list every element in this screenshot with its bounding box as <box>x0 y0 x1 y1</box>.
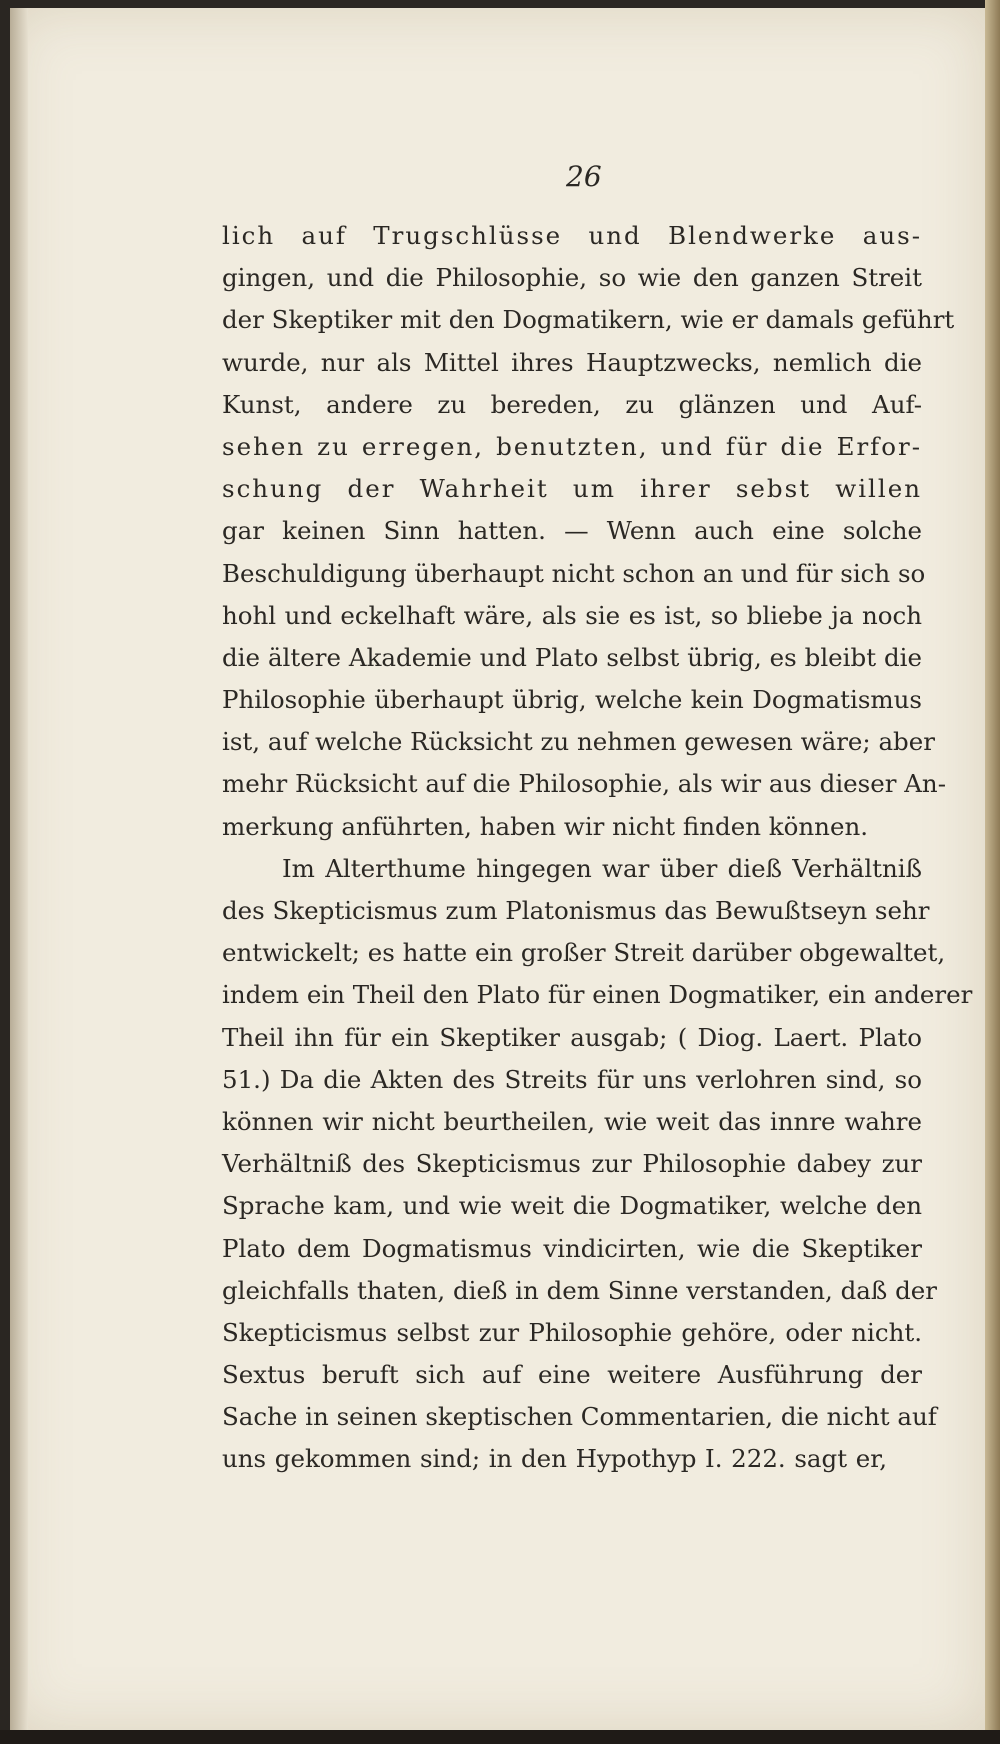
text-line: hohl und eckelhaft wäre, als sie es ist, so bliebe ja noch <box>222 600 922 630</box>
page-number: 26 <box>566 160 602 193</box>
text-line: Skepticismus selbst zur Philosophie gehöre, oder nicht. <box>222 1317 922 1347</box>
text-line: sehen zu erregen, benutzten, und für die Erfor- <box>222 431 922 461</box>
text-line: Plato dem Dogmatismus vindicirten, wie die Skeptiker <box>222 1233 922 1263</box>
page-edge <box>985 0 1000 1744</box>
text-line: der Skeptiker mit den Dogmatikern, wie er damals geführt <box>222 305 955 335</box>
text-line: Beschuldigung überhaupt nicht schon an und für sich so <box>222 558 926 588</box>
text-line: mehr Rücksicht auf die Philosophie, als wir aus dieser An- <box>222 769 946 799</box>
paragraph-first-line: Im Alterthume hingegen war über dieß Verhältniß <box>282 853 922 883</box>
text-line: Verhältniß des Skepticismus zur Philosophie dabey zur <box>222 1149 922 1179</box>
text-line: lich auf Trugschlüsse und Blendwerke aus- <box>222 221 922 250</box>
text-line: ist, auf welche Rücksicht zu nehmen gewesen wäre; aber <box>222 727 935 757</box>
body-text <box>222 215 973 1481</box>
text-line: können wir nicht beurtheilen, wie weit das innre wahre <box>222 1106 922 1136</box>
bottom-shadow <box>0 1730 1000 1744</box>
text-line: entwickelt; es hatte ein großer Streit darüber obgewaltet, <box>222 938 946 968</box>
binding-gutter <box>10 8 28 1730</box>
text-line: uns gekommen sind; in den Hypothyp I. 222. sagt er, <box>222 1444 887 1474</box>
text-line: gar keinen Sinn hatten. — Wenn auch eine solche <box>222 516 922 546</box>
text-line: merkung anführten, haben wir nicht finden können. <box>222 811 869 841</box>
text-line: wurde, nur als Mittel ihres Hauptzwecks, nemlich die <box>222 347 922 377</box>
text-line: Theil ihn für ein Skeptiker ausgab; ( Diog. Laert. Plato <box>222 1022 922 1052</box>
text-line: indem ein Theil den Plato für einen Dogmatiker, ein anderer <box>222 980 973 1010</box>
text-line: schung der Wahrheit um ihrer sebst willen <box>222 474 922 504</box>
text-line: die ältere Akademie und Plato selbst übrig, es bleibt die <box>222 642 922 672</box>
text-line: gingen, und die Philosophie, so wie den ganzen Streit <box>222 263 922 293</box>
text-line: Sprache kam, und wie weit die Dogmatiker, welche den <box>222 1191 922 1221</box>
text-line: Philosophie überhaupt übrig, welche kein Dogmatismus <box>222 685 922 715</box>
text-line: Sache in seinen skeptischen Commentarien, die nicht auf <box>222 1402 937 1432</box>
text-line: gleichfalls thaten, dieß in dem Sinne verstanden, daß der <box>222 1275 937 1305</box>
text-line: des Skepticismus zum Platonismus das Bewußtseyn sehr <box>222 896 930 925</box>
text-line: 51.) Da die Akten des Streits für uns verlohren sind, so <box>222 1064 922 1094</box>
text-line: Kunst, andere zu bereden, zu glänzen und Auf- <box>222 389 922 419</box>
text-line: Sextus beruft sich auf eine weitere Ausführung der <box>222 1360 922 1390</box>
